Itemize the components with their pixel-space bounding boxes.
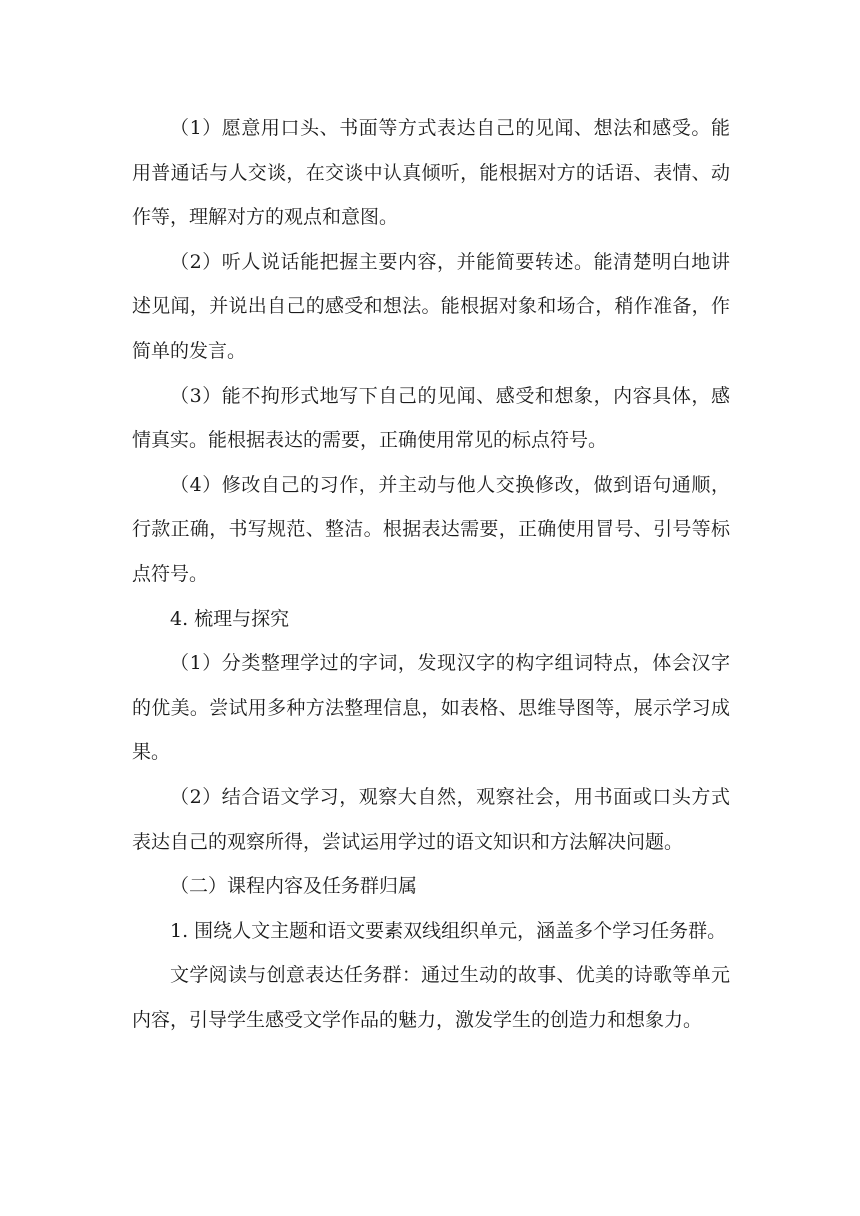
paragraph-expression-3: （3）能不拘形式地写下自己的见闻、感受和想象，内容具体，感情真实。能根据表达的需要，正确使用常见的标点符号。	[132, 384, 730, 452]
section-heading-review-explore: 4. 梳理与探究	[170, 607, 290, 630]
paragraph-expression-2: （2）听人说话能把握主要内容，并能简要转述。能清楚明白地讲述见闻，并说出自己的感受和想法。能根据对象和场合，稍作准备，作简单的发言。	[132, 250, 730, 362]
paragraph-review-1: （1）分类整理学过的字词，发现汉字的构字组词特点，体会汉字的优美。尝试用多种方法整理信息，如表格、思维导图等，展示学习成果。	[132, 652, 730, 764]
paragraph-review-2: （2）结合语文学习，观察大自然，观察社会，用书面或口头方式表达自己的观察所得，尝试运用学过的语文知识和方法解决问题。	[132, 785, 730, 853]
paragraph-expression-1: （1）愿意用口头、书面等方式表达自己的见闻、想法和感受。能用普通话与人交谈，在交谈中认真倾听，能根据对方的话语、表情、动作等，理解对方的观点和意图。	[132, 117, 730, 229]
paragraph-unit-organization: 1. 围绕人文主题和语文要素双线组织单元，涵盖多个学习任务群。	[170, 919, 727, 942]
document-page	[132, 106, 730, 1042]
section-heading-course-content: （二）课程内容及任务群归属	[170, 875, 418, 898]
paragraph-expression-4: （4）修改自己的习作，并主动与他人交换修改，做到语句通顺，行款正确，书写规范、整洁。根据表达需要，正确使用冒号、引号等标点符号。	[132, 473, 730, 585]
paragraph-literary-reading-task: 文学阅读与创意表达任务群：通过生动的故事、优美的诗歌等单元内容，引导学生感受文学作品的魅力，激发学生的创造力和想象力。	[132, 964, 730, 1031]
